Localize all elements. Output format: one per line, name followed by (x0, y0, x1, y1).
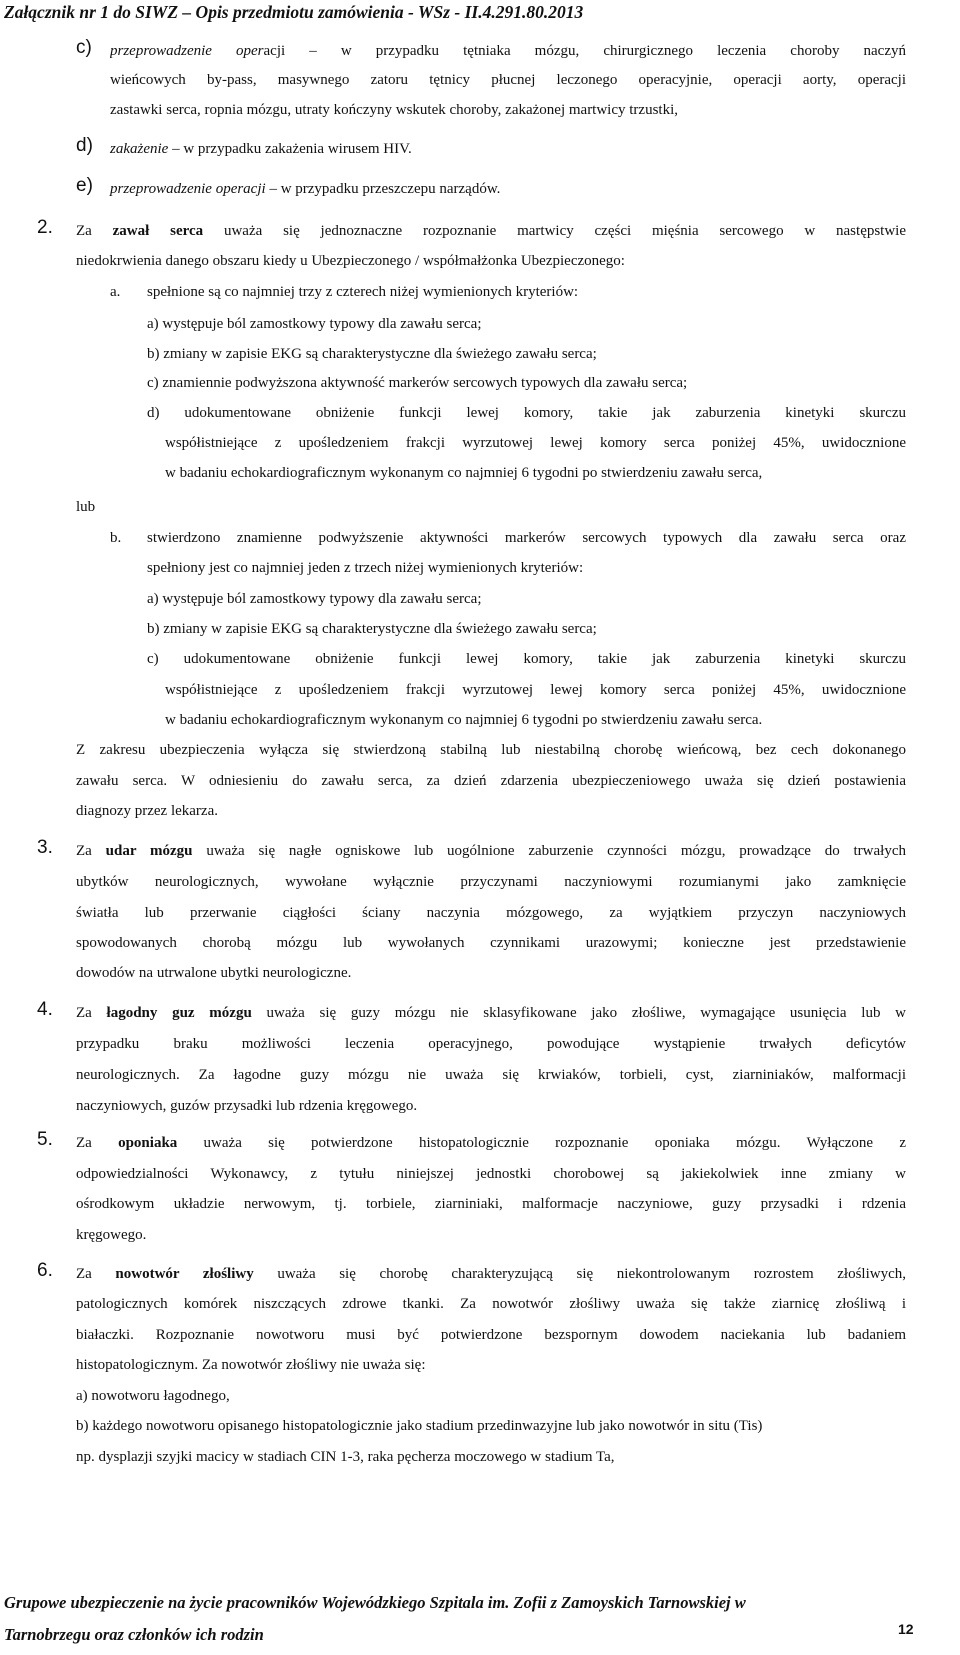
sec2-b-item-3-line-3: w badaniu echokardiograficznym wykonanym co najmniej 6 tygodni po stwierdzeniu zawału serca. (165, 712, 763, 728)
footer-line-1: Grupowe ubezpieczenie na życie pracowników Wojewódzkiego Szpitala im. Zofii z Zamoyskich Tarnowskiej w (4, 1593, 746, 1612)
sec2-b-line-1: stwierdzono znamienne podwyższenie aktywności markerów sercowych typowych dla zawału serca oraz (147, 530, 906, 546)
sec3-line-5: dowodów na utrwalone ubytki neurologiczne. (76, 965, 352, 981)
sec6-line-5: a) nowotworu łagodnego, (76, 1388, 230, 1404)
section-number-6: 6. (37, 1260, 53, 1281)
section-number-3: 3. (37, 837, 53, 858)
list-c-lead: przeprowadzenie oper (110, 43, 264, 59)
sec2-b-item-3-line-2: współistniejące z upośledzeniem frakcji wyrzutowej lewej komory serca poniżej 45%, uwidocznione (165, 682, 906, 698)
list-d-lead: zakażenie (110, 141, 169, 157)
list-e-lead: przeprowadzenie operacji (110, 181, 266, 197)
sec2-a-item-4-line-2: współistniejące z upośledzeniem frakcji wyrzutowej lewej komory serca poniżej 45%, uwidocznione (165, 435, 906, 451)
sec5-line1-rest: uważa się potwierdzone histopatologicznie rozpoznanie oponiaka mózgu. Wyłączone z (177, 1135, 906, 1151)
page-header: Załącznik nr 1 do SIWZ – Opis przedmiotu zamówienia - WSz - II.4.291.80.2013 (4, 2, 584, 22)
sec6-line-1 (76, 1265, 906, 1283)
sec2-exclusion-line-1: Z zakresu ubezpieczenia wyłącza się stwierdzoną stabilną lub niestabilną chorobę wieńcową, bez cech dokonanego (76, 742, 906, 758)
sec6-line-7: np. dysplazji szyjki macicy w stadiach CIN 1-3, raka pęcherza moczowego w stadium Ta, (76, 1449, 615, 1465)
footer-line-2: Tarnobrzegu oraz członków ich rodzin (4, 1625, 264, 1644)
list-e-rest: – w przypadku przeszczepu narządów. (265, 181, 501, 197)
list-label-e: e) (76, 175, 93, 196)
sec6-line1-rest: uważa się chorobę charakteryzującą się niekontrolowanym rozrostem złośliwych, (253, 1266, 906, 1282)
sec2-line1-rest: uważa się jednoznaczne rozpoznanie martwicy części mięśnia sercowego w następstwie (203, 223, 906, 239)
sec5-line-3: ośrodkowym układzie nerwowym, tj. torbiele, ziarniniaki, malformacje naczyniowe, guzy przysadki i rdzenia (76, 1196, 906, 1212)
list-label-c: c) (76, 37, 92, 58)
list-c-line-3: zastawki serca, ropnia mózgu, utraty kończyny wskutek choroby, zakażonej martwicy trzustki, (110, 102, 679, 118)
sec2-exclusion-line-2: zawału serca. W odniesieniu do zawału serca, za dzień zdarzenia ubezpieczeniowego uważa się dzień postawienia (76, 773, 906, 789)
sec3-line-2: ubytków neurologicznych, wywołane wyłącznie przyczynami naczyniowymi rozumianymi jako zamknięcie (76, 874, 906, 890)
sec2-a-item-1: a) występuje ból zamostkowy typowy dla zawału serca; (147, 316, 482, 332)
sec2-term: zawał serca (112, 223, 204, 239)
sec2-line-1 (76, 222, 906, 240)
sec5-term: oponiaka (118, 1135, 178, 1151)
sec6-pre: Za (76, 1266, 116, 1282)
sec2-a-item-2: b) zmiany w zapisie EKG są charakterystyczne dla świeżego zawału serca; (147, 346, 597, 362)
list-e-line (110, 180, 500, 198)
list-d-rest: – w przypadku zakażenia wirusem HIV. (168, 141, 412, 157)
list-c-line-1 (110, 42, 906, 60)
list-label-d: d) (76, 135, 93, 156)
sec3-line-4: spowodowanych chorobą mózgu lub wywołanych czynnikami urazowymi; konieczne jest przedstawienie (76, 935, 906, 951)
sec2-b-label: b. (110, 530, 122, 546)
sec3-line-3: światła lub przerwanie ciągłości ściany naczynia mózgowego, za wyjątkiem przyczyn naczyniowych (76, 905, 906, 921)
sec6-term: nowotwór złośliwy (115, 1266, 254, 1282)
list-d-line (110, 140, 412, 158)
sec6-line-2: patologicznych komórek niszczących zdrowe tkanki. Za nowotwór złośliwy uważa się także ziarnicę złośliwą i (76, 1296, 906, 1312)
sec6-line-3: białaczki. Rozpoznanie nowotworu musi być potwierdzone bezspornym dowodem naciekania lub badaniem (76, 1327, 906, 1343)
list-c-line-2: wieńcowych by-pass, masywnego zatoru tętnicy płucnej leczonego operacyjnie, operacji aorty, operacji (110, 72, 906, 88)
sec3-line1-rest: uważa się nagłe ogniskowe lub uogólnione zaburzenie czynności mózgu, prowadzące do trwałych (192, 843, 906, 859)
sec2-lub: lub (76, 499, 96, 515)
sec3-line-1 (76, 842, 906, 860)
sec4-line-4: naczyniowych, guzów przysadki lub rdzenia kręgowego. (76, 1098, 418, 1114)
section-number-5: 5. (37, 1129, 53, 1150)
sec4-line1-rest: uważa się guzy mózgu nie sklasyfikowane jako złośliwe, wymagające usunięcia lub w (251, 1005, 906, 1021)
sec5-line-4: kręgowego. (76, 1227, 147, 1243)
sec2-exclusion-line-3: diagnozy przez lekarza. (76, 803, 218, 819)
page-number: 12 (898, 1621, 914, 1637)
sec2-b-item-2: b) zmiany w zapisie EKG są charakterystyczne dla świeżego zawału serca; (147, 621, 597, 637)
sec2-a-item-4-line-1: d) udokumentowane obniżenie funkcji lewej komory, takie jak zaburzenia kinetyki skurczu (147, 405, 906, 421)
section-number-2: 2. (37, 217, 53, 238)
section-number-4: 4. (37, 999, 53, 1020)
sec4-term: łagodny guz mózgu (106, 1005, 252, 1021)
sec4-line-2: przypadku braku możliwości leczenia operacyjnego, powodujące wystąpienie trwałych deficytów (76, 1036, 906, 1052)
sec5-line-2: odpowiedzialności Wykonawcy, z tytułu niniejszej jednostki chorobowej są jakiekolwiek inne zmiany w (76, 1166, 906, 1182)
sec2-line-2: niedokrwienia danego obszaru kiedy u Ubezpieczonego / współmałżonka Ubezpieczonego: (76, 253, 625, 269)
sec4-line-1 (76, 1004, 906, 1022)
sec2-a-item-4-line-3: w badaniu echokardiograficznym wykonanym co najmniej 6 tygodni po stwierdzeniu zawału serca, (165, 465, 763, 481)
sec4-line-3: neurologicznych. Za łagodne guzy mózgu nie uważa się krwiaków, torbieli, cyst, ziarniniaków, malformacji (76, 1067, 906, 1083)
sec4-pre: Za (76, 1005, 107, 1021)
sec2-a-item-3: c) znamiennie podwyższona aktywność markerów sercowych typowych dla zawału serca; (147, 375, 688, 391)
sec2-pre: Za (76, 223, 113, 239)
list-c-line1-rest: acji – w przypadku tętniaka mózgu, chirurgicznego leczenia choroby naczyń (263, 43, 906, 59)
sec3-pre: Za (76, 843, 106, 859)
sec6-line-4: histopatologicznym. Za nowotwór złośliwy nie uważa się: (76, 1357, 426, 1373)
sec5-line-1 (76, 1134, 906, 1152)
sec6-line-6: b) każdego nowotworu opisanego histopatologicznie jako stadium przedinwazyjne lub jako nowotwór in situ (Tis) (76, 1418, 763, 1434)
sec2-a-label: a. (110, 284, 121, 300)
sec2-b-item-1: a) występuje ból zamostkowy typowy dla zawału serca; (147, 591, 482, 607)
sec2-b-item-3-line-1: c) udokumentowane obniżenie funkcji lewej komory, takie jak zaburzenia kinetyki skurczu (147, 651, 906, 667)
sec2-b-line-2: spełniony jest co najmniej jeden z trzech niżej wymienionych kryteriów: (147, 560, 584, 576)
sec3-term: udar mózgu (105, 843, 193, 859)
sec5-pre: Za (76, 1135, 119, 1151)
sec2-a-text: spełnione są co najmniej trzy z czterech niżej wymienionych kryteriów: (147, 284, 579, 300)
